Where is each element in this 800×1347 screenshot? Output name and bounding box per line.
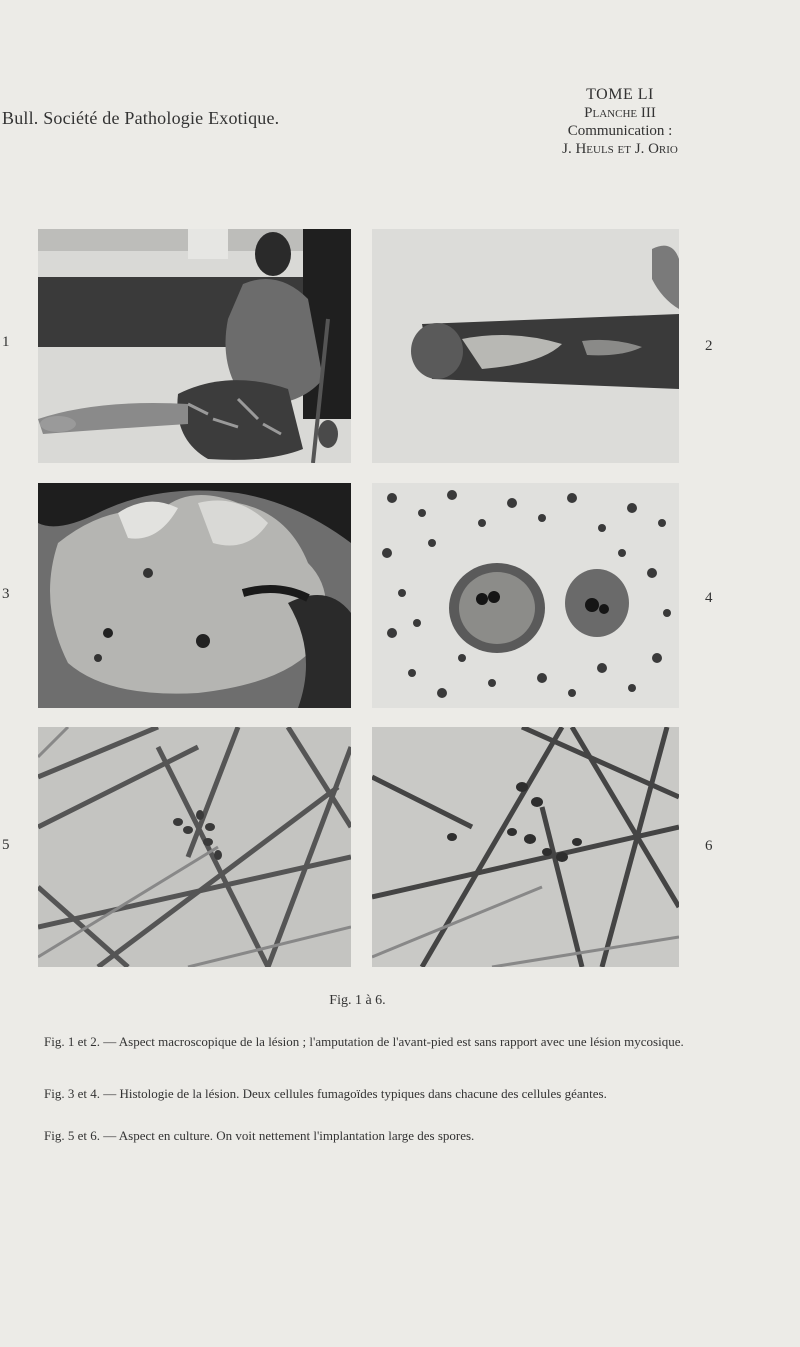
plate-number-6: 6 xyxy=(705,838,713,854)
caption-fig-5-6: Fig. 5 et 6. — Aspect en culture. On voit nettement l'implantation large des spores. xyxy=(44,1128,475,1143)
photo-culture-hyphae-2 xyxy=(372,727,679,967)
planche-label: Planche III xyxy=(584,105,656,121)
plate-number-2: 2 xyxy=(705,338,713,354)
tome-label: TOME LI xyxy=(586,86,654,103)
photo-histology-low xyxy=(38,483,351,708)
journal-title: Bull. Société de Pathologie Exotique. xyxy=(2,108,280,128)
plate-number-1: 1 xyxy=(2,334,10,350)
photo-giant-cells xyxy=(372,483,679,708)
photo-amputated-foot xyxy=(372,229,679,463)
communication-label: Communication : xyxy=(567,123,673,139)
photo-patient-seated xyxy=(38,229,351,463)
caption-fig-3-4: Fig. 3 et 4. — Histologie de la lésion. Deux cellules fumagoïdes typiques dans chacune des cellules géantes. xyxy=(44,1086,607,1101)
authors-label: J. Heuls et J. Orio xyxy=(562,141,678,157)
figure-title: Fig. 1 à 6. xyxy=(329,993,386,1008)
plate-number-5: 5 xyxy=(2,837,10,853)
plate-number-3: 3 xyxy=(2,586,10,602)
plate-header xyxy=(530,86,710,158)
plate-number-4: 4 xyxy=(705,590,713,606)
photo-culture-hyphae-1 xyxy=(38,727,351,967)
caption-fig-1-2: Fig. 1 et 2. — Aspect macroscopique de la lésion ; l'amputation de l'avant-pied est sans rapport avec une lésion mycosique. xyxy=(44,1034,684,1049)
